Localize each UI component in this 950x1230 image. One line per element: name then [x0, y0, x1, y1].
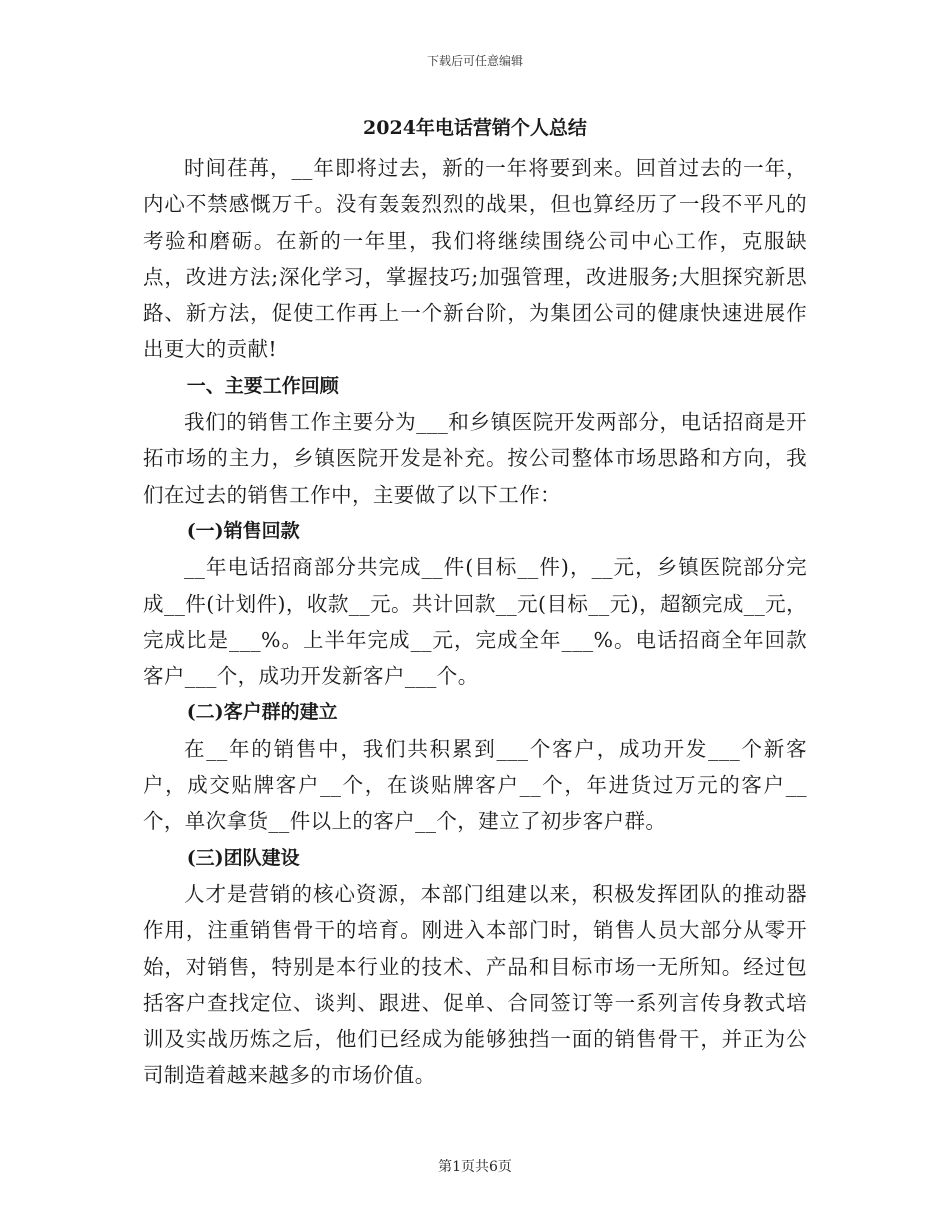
document-body [143, 112, 807, 1094]
section-heading-review: 一、主要工作回顾 [186, 374, 339, 397]
page-header-note: 下载后可任意编辑 [426, 54, 523, 68]
page-number: 第1页共6页 [438, 1159, 512, 1175]
document-title: 2024年电话营销个人总结 [363, 117, 587, 139]
subsection-heading-payment: (一)销售回款 [186, 519, 300, 542]
section-paragraph-review: 我们的销售工作主要分为___和乡镇医院开发两部分，电话招商是开拓市场的主力，乡镇医院开发是补充。按公司整体市场思路和方向，我们在过去的销售工作中，主要做了以下工作： [143, 410, 807, 507]
subsection-heading-team: (三)团队建设 [186, 846, 300, 869]
subsection-paragraph-team: 人才是营销的核心资源，本部门组建以来，积极发挥团队的推动器作用，注重销售骨干的培育。刚进入本部门时，销售人员大部分从零开始，对销售，特别是本行业的技术、产品和目标市场一无所知。经过包括客户查找定位、谈判、跟进、促单、合同签订等一系列言传身教式培训及实战历炼之后，他们已经成为能够独挡一面的销售骨干，并正为公司制造着越来越多的市场价值。 [143, 881, 807, 1088]
subsection-heading-customers: (二)客户群的建立 [186, 701, 338, 724]
subsection-paragraph-customers: 在__年的销售中，我们共积累到___个客户，成功开发___个新客户，成交贴牌客户__个，在谈贴牌客户__个，年进货过万元的客户__个，单次拿货__件以上的客户__个，建立了初步客户群。 [143, 736, 807, 834]
intro-paragraph: 时间荏苒，__年即将过去，新的一年将要到来。回首过去的一年，内心不禁感慨万千。没有轰轰烈烈的战果，但也算经历了一段不平凡的考验和磨砺。在新的一年里，我们将继续围绕公司中心工作，克服缺点，改进方法;深化学习，掌握技巧;加强管理，改进服务;大胆探究新思路、新方法，促使工作再上一个新台阶，为集团公司的健康快速进展作出更大的贡献! [143, 156, 807, 362]
subsection-paragraph-payment: __年电话招商部分共完成__件(目标__件)，__元，乡镇医院部分完成__件(计划件)，收款__元。共计回款__元(目标__元)，超额完成__元，完成比是___%。上半年完成__元，完成全年___%。电话招商全年回款客户___个，成功开发新客户___个。 [143, 555, 807, 689]
